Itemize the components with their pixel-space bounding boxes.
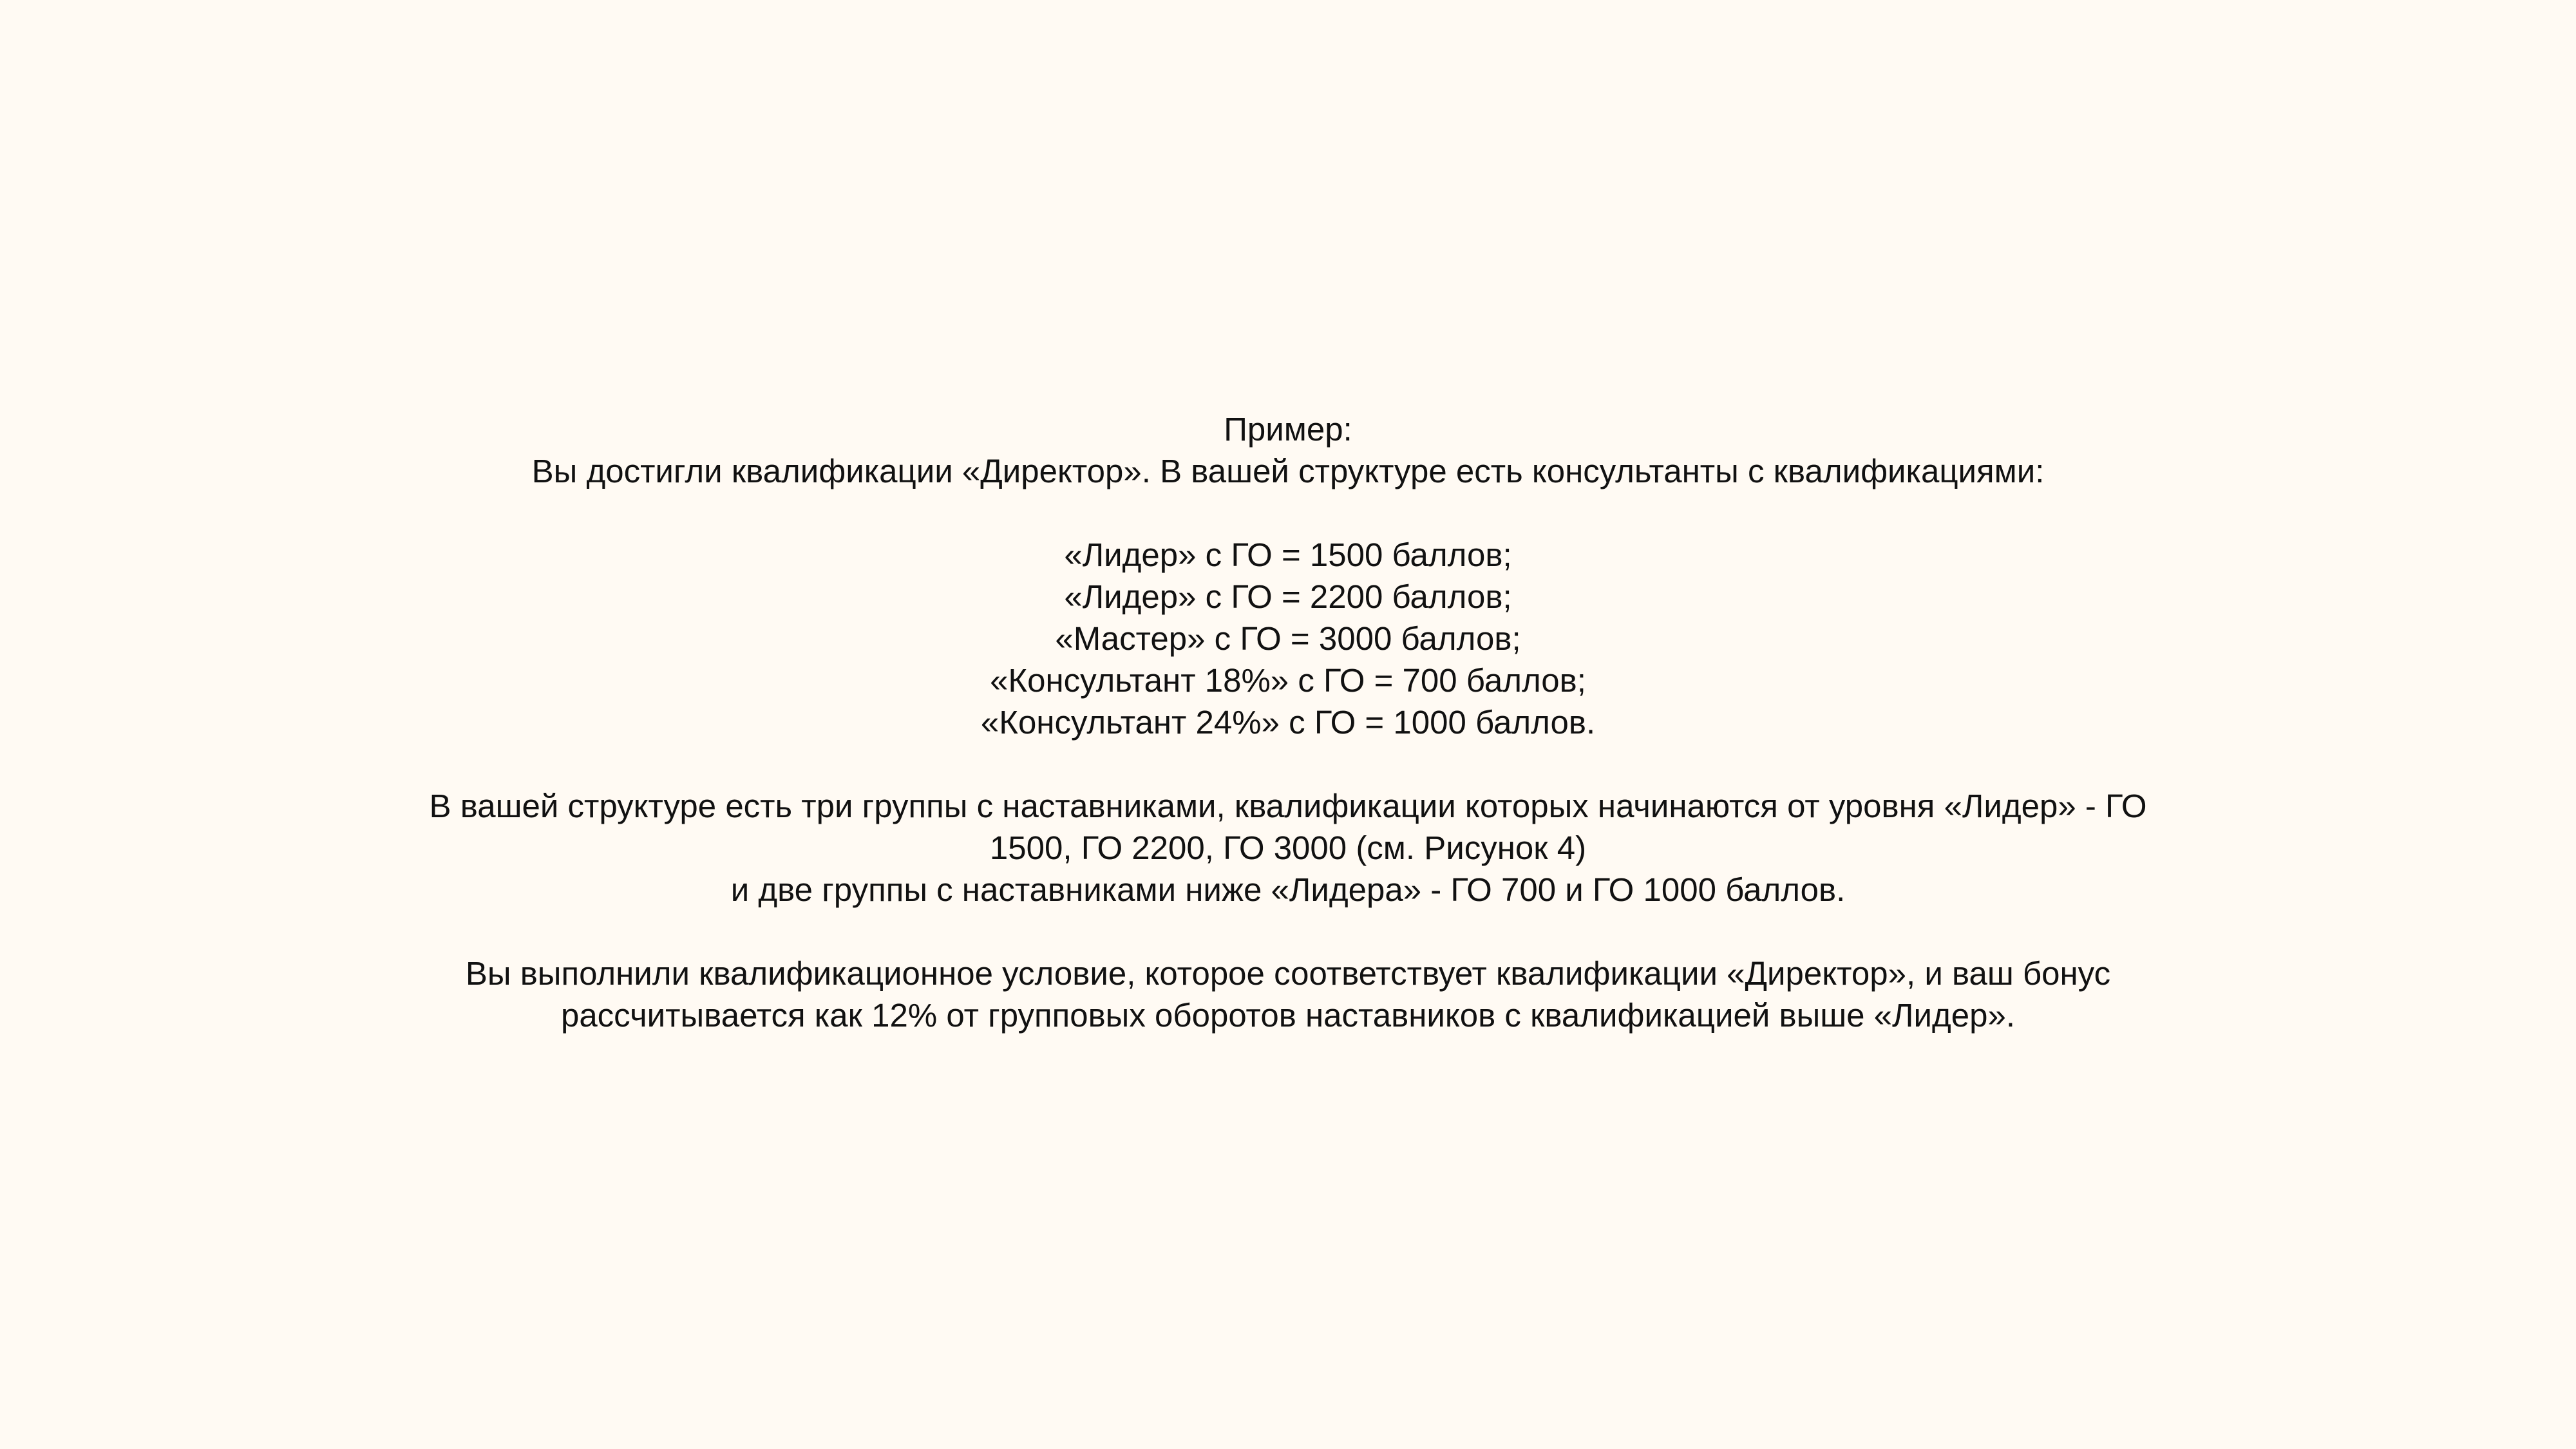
conclusion-line-1: Вы выполнили квалификационное условие, которое соответствует квалификации «Директор», и ваш бонус <box>465 955 2111 992</box>
paragraph-gap <box>322 743 2254 785</box>
conclusion-line-2: рассчитывается как 12% от групповых оборотов наставников с квалификацией выше «Лидер». <box>560 997 2016 1034</box>
groups-line-2: 1500, ГО 2200, ГО 3000 (см. Рисунок 4) <box>989 829 1587 866</box>
consultant-item-3: «Мастер» с ГО = 3000 баллов; <box>1055 620 1521 657</box>
paragraph-gap <box>322 911 2254 952</box>
intro-line: Вы достигли квалификации «Директор». В вашей структуре есть консультанты с квалификациями: <box>531 453 2045 489</box>
groups-line-1: В вашей структуре есть три группы с наставниками, квалификации которых начинаются от уровня «Лидер» - ГО <box>429 788 2147 824</box>
example-text-block <box>322 408 2254 1036</box>
groups-line-3: и две группы с наставниками ниже «Лидера» - ГО 700 и ГО 1000 баллов. <box>730 871 1846 908</box>
consultant-item-5: «Консультант 24%» с ГО = 1000 баллов. <box>980 704 1596 741</box>
paragraph-gap <box>322 492 2254 534</box>
consultant-item-2: «Лидер» с ГО = 2200 баллов; <box>1064 578 1512 615</box>
consultant-item-4: «Консультант 18%» с ГО = 700 баллов; <box>990 662 1586 699</box>
example-heading: Пример: <box>1224 411 1352 448</box>
consultant-item-1: «Лидер» с ГО = 1500 баллов; <box>1064 536 1512 573</box>
